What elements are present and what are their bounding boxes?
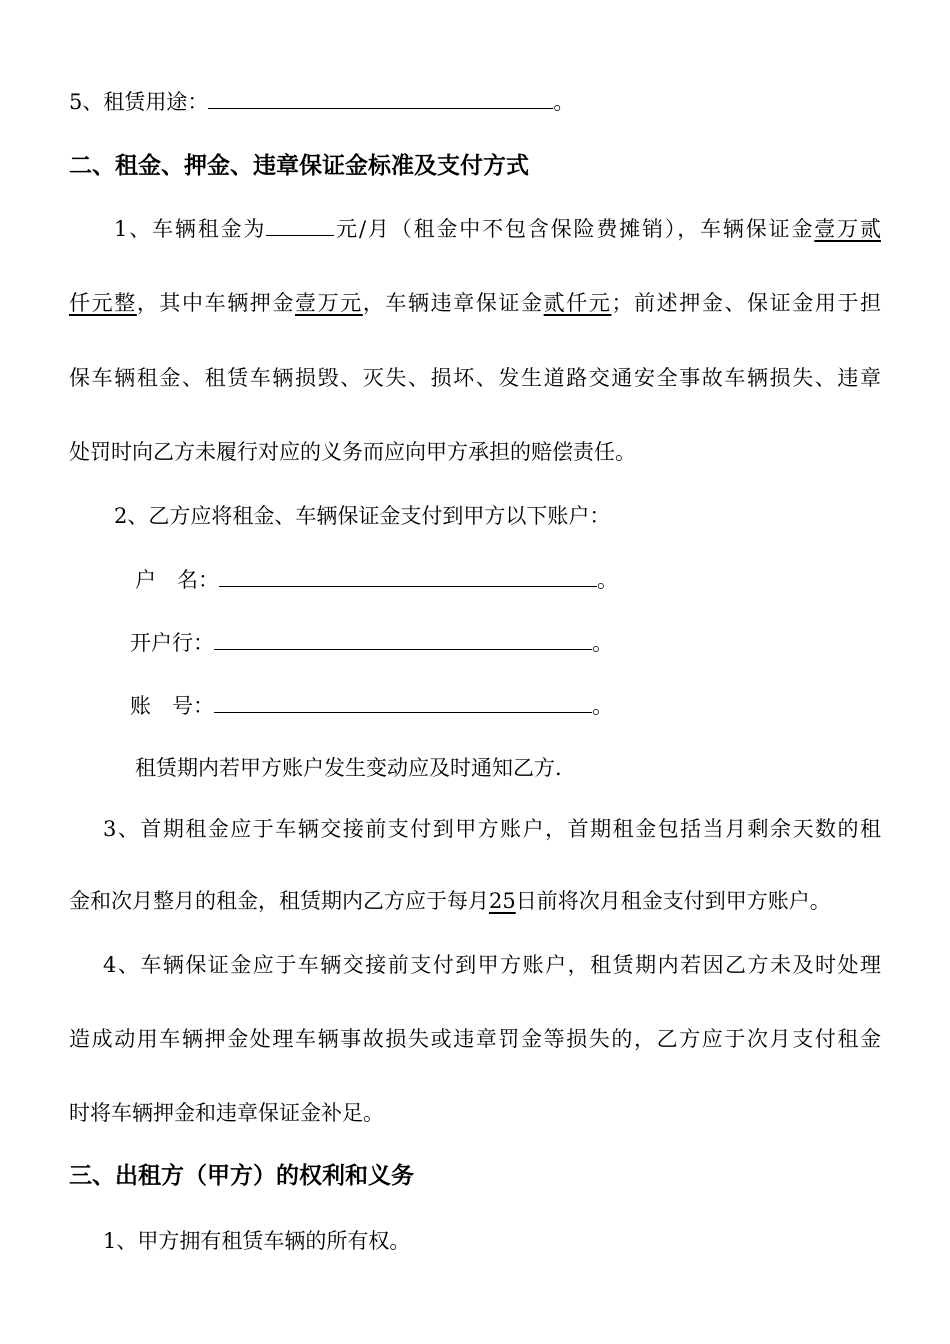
s2-p4-line3: 时将车辆押金和违章保证金补足。 [69,1101,384,1125]
s2-p1-line2: 仟元整，其中车辆押金壹万元，车辆违章保证金贰仟元；前述押金、保证金用于担 [69,291,882,315]
purpose-blank[interactable] [208,86,553,109]
payment-day: 25 [489,889,516,913]
section3-heading: 三、出租方（甲方）的权利和义务 [69,1163,414,1189]
s2-p4-line2: 造成动用车辆押金处理车辆事故损失或违章罚金等损失的，乙方应于次月支付租金 [69,1027,881,1051]
s2-p1-line4: 处罚时向乙方未履行对应的义务而应向甲方承担的赔偿责任。 [69,440,636,464]
s2-p2-note: 租赁期内若甲方账户发生变动应及时通知乙方. [135,756,562,780]
s2-p2-intro: 2、乙方应将租金、车辆保证金支付到甲方以下账户： [114,504,611,528]
account-name-line: 户 名： 。 [135,564,618,595]
account-no-blank[interactable] [214,690,592,713]
s2-p4-line1: 4、车辆保证金应于车辆交接前支付到甲方账户，租赁期内若因乙方未及时处理 [103,953,881,977]
rent-blank[interactable] [266,213,334,236]
section2-heading: 二、租金、押金、违章保证金标准及支付方式 [69,153,529,179]
s2-p1-line1: 1、车辆租金为 元/月（租金中不包含保险费摊销），车辆保证金壹万贰 [69,213,881,244]
item5-line: 5、租赁用途： 。 [69,86,574,117]
s2-p3-line1: 3、首期租金应于车辆交接前支付到甲方账户，首期租金包括当月剩余天数的租 [103,817,881,841]
s2-p1-line3: 保车辆租金、租赁车辆损毁、灭失、损坏、发生道路交通安全事故车辆损失、违章 [69,366,881,390]
bank-blank[interactable] [214,627,592,650]
bank-line: 开户行： 。 [130,627,613,658]
s3-p1: 1、甲方拥有租赁车辆的所有权。 [103,1229,411,1253]
account-name-blank[interactable] [219,564,597,587]
account-no-line: 账 号： 。 [130,690,613,721]
s2-p3-line2: 金和次月整月的租金，租赁期内乙方应于每月25日前将次月租金支付到甲方账户。 [69,889,831,913]
item5-label: 5、租赁用途： [69,90,209,114]
